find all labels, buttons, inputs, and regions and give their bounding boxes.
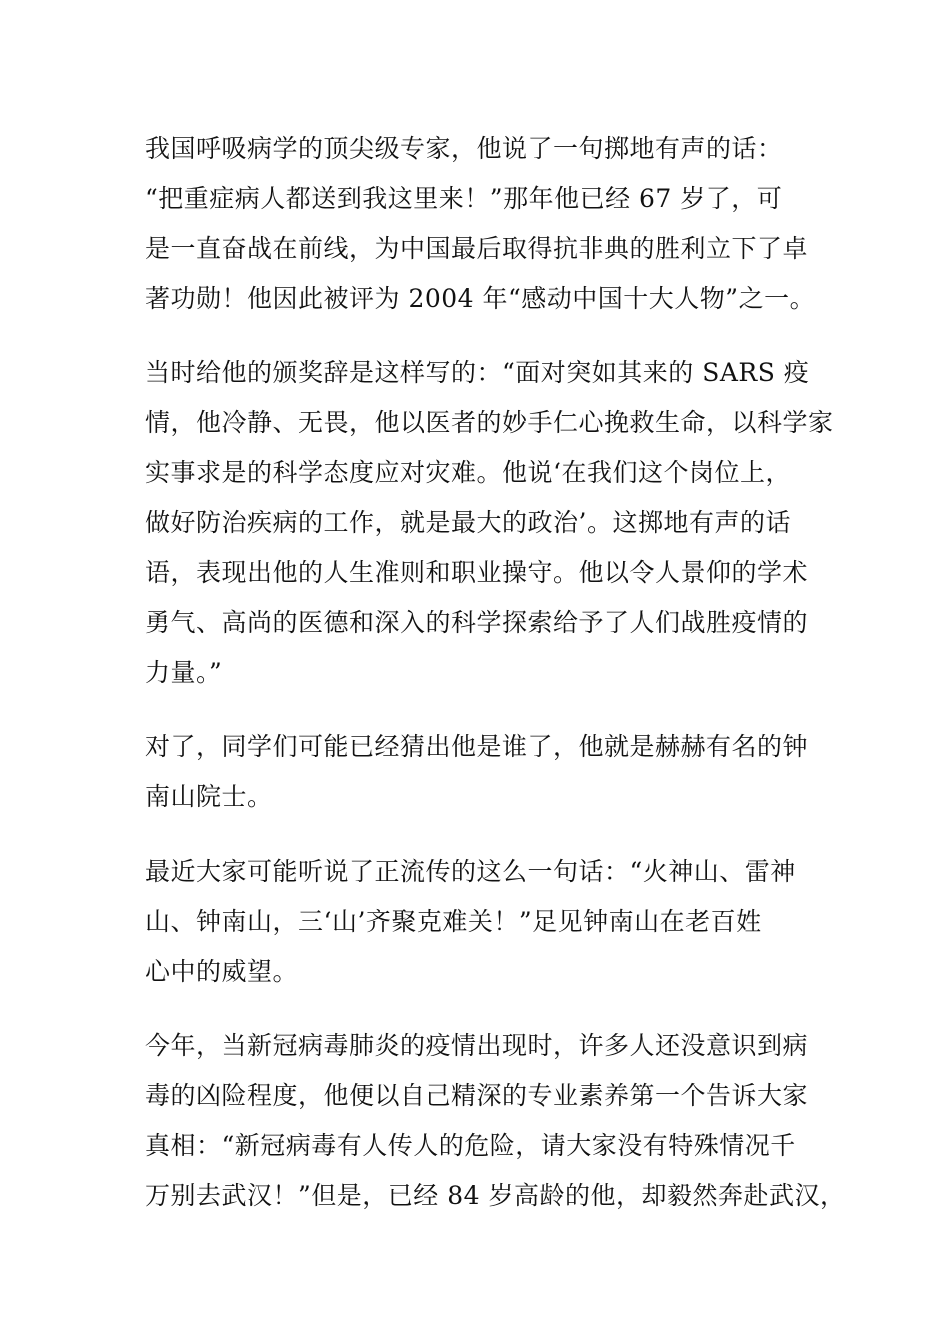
paragraph-line: “把重症病人都送到我这里来！”那年他已经 67 岁了，可: [145, 184, 783, 213]
paragraph-line: 力量。”: [145, 658, 223, 687]
paragraph-line: 今年，当新冠病毒肺炎的疫情出现时，许多人还没意识到病: [145, 1031, 809, 1060]
paragraph-line: 实事求是的科学态度应对灾难。他说‘在我们这个岗位上，: [145, 458, 791, 487]
paragraph-line: 情，他冷静、无畏，他以医者的妙手仁心挽救生命，以科学家: [145, 408, 834, 437]
paragraph-line: 最近大家可能听说了正流传的这么一句话：“火神山、雷神: [145, 857, 796, 886]
paragraph-line: 对了，同学们可能已经猜出他是谁了，他就是赫赫有名的钟: [145, 732, 809, 761]
paragraph-line: 山、钟南山，三‘山’齐聚克难关！”足见钟南山在老百姓: [145, 907, 762, 936]
paragraph-line: 做好防治疾病的工作，就是最大的政治’。这掷地有声的话: [145, 508, 791, 537]
paragraph-line: 万别去武汉！”但是，已经 84 岁高龄的他，却毅然奔赴武汉，: [145, 1181, 846, 1210]
paragraph-line: 是一直奋战在前线，为中国最后取得抗非典的胜利立下了卓: [145, 234, 809, 263]
paragraph-line: 南山院士。: [145, 782, 273, 811]
paragraph-line: 当时给他的颁奖辞是这样写的：“面对突如其来的 SARS 疫: [145, 358, 810, 387]
paragraph-line: 勇气、高尚的医德和深入的科学探索给予了人们战胜疫情的: [145, 608, 809, 637]
paragraph-line: 著功勋！他因此被评为 2004 年“感动中国十大人物”之一。: [145, 284, 816, 313]
paragraph-line: 心中的威望。: [145, 957, 299, 986]
paragraph-line: 真相：“新冠病毒有人传人的危险，请大家没有特殊情况千: [145, 1131, 796, 1160]
paragraph-line: 毒的凶险程度，他便以自己精深的专业素养第一个告诉大家: [145, 1081, 809, 1110]
paragraph-line: 语，表现出他的人生准则和职业操守。他以令人景仰的学术: [145, 558, 809, 587]
paragraph-line: 我国呼吸病学的顶尖级专家，他说了一句掷地有声的话：: [145, 134, 783, 163]
